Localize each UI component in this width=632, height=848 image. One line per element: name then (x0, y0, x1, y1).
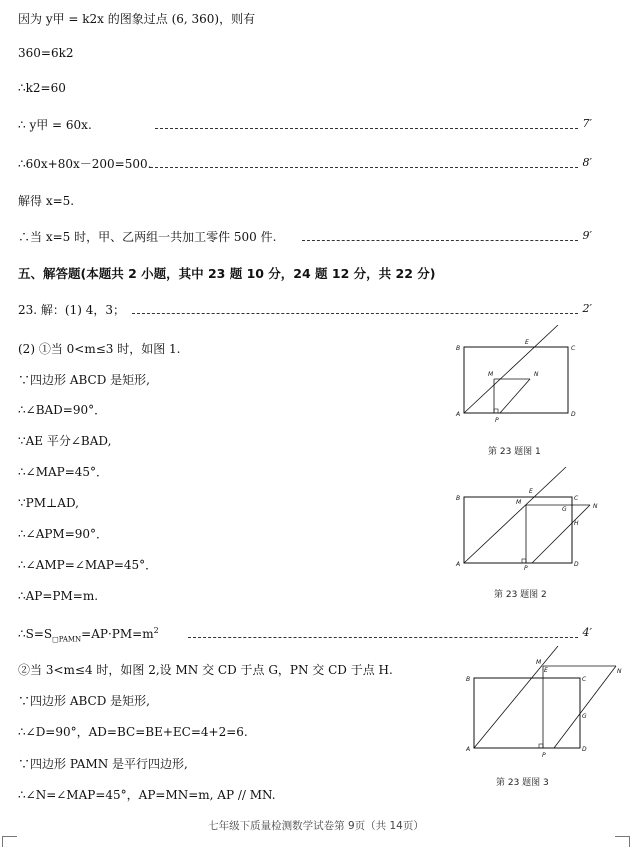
fig2-label-m: M (516, 499, 522, 506)
area-formula-rhs: =AP·PM=m (81, 627, 154, 641)
score-leader-7 (155, 117, 592, 133)
fig3-label-n: N (617, 668, 622, 675)
proof-step-2: ∴∠BAD=90°． (18, 403, 107, 417)
case-2-step-2: ∴∠D=90°，AD=BC=BE+EC=4+2=6. (18, 725, 248, 739)
fig2-label-d: D (574, 561, 579, 568)
fig3-label-m: M (536, 659, 542, 666)
fig1-label-a: A (456, 411, 461, 418)
proof-step-7: ∴∠AMP=∠MAP=45°． (18, 558, 158, 572)
text-line-1: 因为 y甲 = k2x 的图象过点 (6, 360)，则有 (18, 12, 256, 26)
fig1-label-n: N (534, 371, 539, 378)
corner-mark-left (2, 836, 17, 847)
part-2-intro: (2) ①当 0<m≤3 时，如图 1. (18, 342, 181, 356)
figure-2-caption: 第 23 题图 2 (494, 590, 547, 600)
fig1-label-m: M (488, 371, 494, 378)
corner-mark-right (615, 836, 630, 847)
score-leader-2 (132, 302, 592, 318)
fig1-label-e: E (525, 339, 529, 346)
fig1-label-p: P (495, 417, 499, 424)
figure-3-diagram (458, 642, 624, 762)
fig3-label-b: B (466, 676, 471, 683)
fig3-label-a: A (466, 746, 471, 753)
proof-step-3: ∵AE 平分∠BAD, (18, 434, 112, 448)
section-heading: 五、解答题(本题共 2 小题，其中 23 题 10 分，24 题 12 分，共 22 分) (18, 266, 436, 281)
score-mark-2: 2′ (582, 302, 592, 315)
fig3-label-c: C (582, 676, 587, 683)
proof-step-8: ∴AP=PM=m. (18, 589, 99, 603)
case-2-step-4: ∴∠N=∠MAP=45°，AP=MN=m, AP // MN. (18, 788, 276, 802)
fig2-label-e: E (529, 488, 533, 495)
text-line-3: ∴k2=60 (18, 81, 66, 95)
case-2-step-1: ∵四边形 ABCD 是矩形, (18, 694, 150, 708)
proof-step-5: ∵PM⊥AD, (18, 496, 79, 510)
fig1-label-b: B (456, 345, 461, 352)
score-mark-9: 9′ (582, 229, 592, 242)
text-line-4: ∴ y甲 = 60x. (18, 118, 92, 132)
fig1-label-d: D (571, 411, 576, 418)
figure-2-diagram (448, 465, 608, 570)
text-line-6: 解得 x=5. (18, 194, 75, 208)
score-leader-4 (188, 626, 592, 642)
proof-step-1: ∵四边形 ABCD 是矩形, (18, 373, 150, 387)
proof-step-4: ∴∠MAP=45°． (18, 465, 109, 479)
fig2-label-h: H (574, 520, 579, 527)
fig2-label-a: A (456, 561, 461, 568)
fig3-label-d: D (582, 746, 587, 753)
score-mark-4: 4′ (582, 626, 592, 639)
case-2-step-3: ∵四边形 PAMN 是平行四边形, (18, 757, 188, 771)
fig2-label-p: P (524, 565, 528, 570)
area-formula (18, 623, 159, 647)
proof-step-6: ∴∠APM=90°． (18, 527, 109, 541)
page-footer: 七年级下质量检测数学试卷第 9页（共 14页） (208, 820, 424, 832)
fig2-label-c: C (574, 495, 579, 502)
score-leader-8 (150, 156, 592, 172)
fig2-label-g: G (562, 506, 567, 513)
fig1-label-c: C (571, 345, 576, 352)
fig2-label-b: B (456, 495, 461, 502)
area-formula-subscript: □PAMN (52, 635, 82, 644)
fig3-label-e: E (544, 667, 548, 674)
score-mark-8: 8′ (582, 156, 592, 169)
area-formula-exponent: 2 (153, 626, 159, 635)
score-leader-9 (302, 229, 592, 245)
area-formula-lhs: ∴S=S (18, 627, 53, 641)
fig3-label-p: P (542, 752, 546, 759)
figure-3-caption: 第 23 题图 3 (496, 778, 549, 788)
text-line-7: ∴当 x=5 时，甲、乙两组一共加工零件 500 件. (18, 230, 277, 244)
question-23-answer: 23. 解：(1) 4，3； (18, 303, 125, 317)
score-mark-7: 7′ (582, 117, 592, 130)
figure-1-caption: 第 23 题图 1 (488, 447, 541, 457)
text-line-5: ∴60x+80x－200=500. (18, 157, 152, 171)
figure-1-diagram (448, 325, 588, 425)
fig3-label-g: G (582, 713, 587, 720)
text-line-2: 360=6k2 (18, 46, 74, 60)
case-2-intro: ②当 3<m≤4 时，如图 2,设 MN 交 CD 于点 G，PN 交 CD 于点 H. (18, 663, 393, 677)
fig2-label-n: N (593, 503, 598, 510)
